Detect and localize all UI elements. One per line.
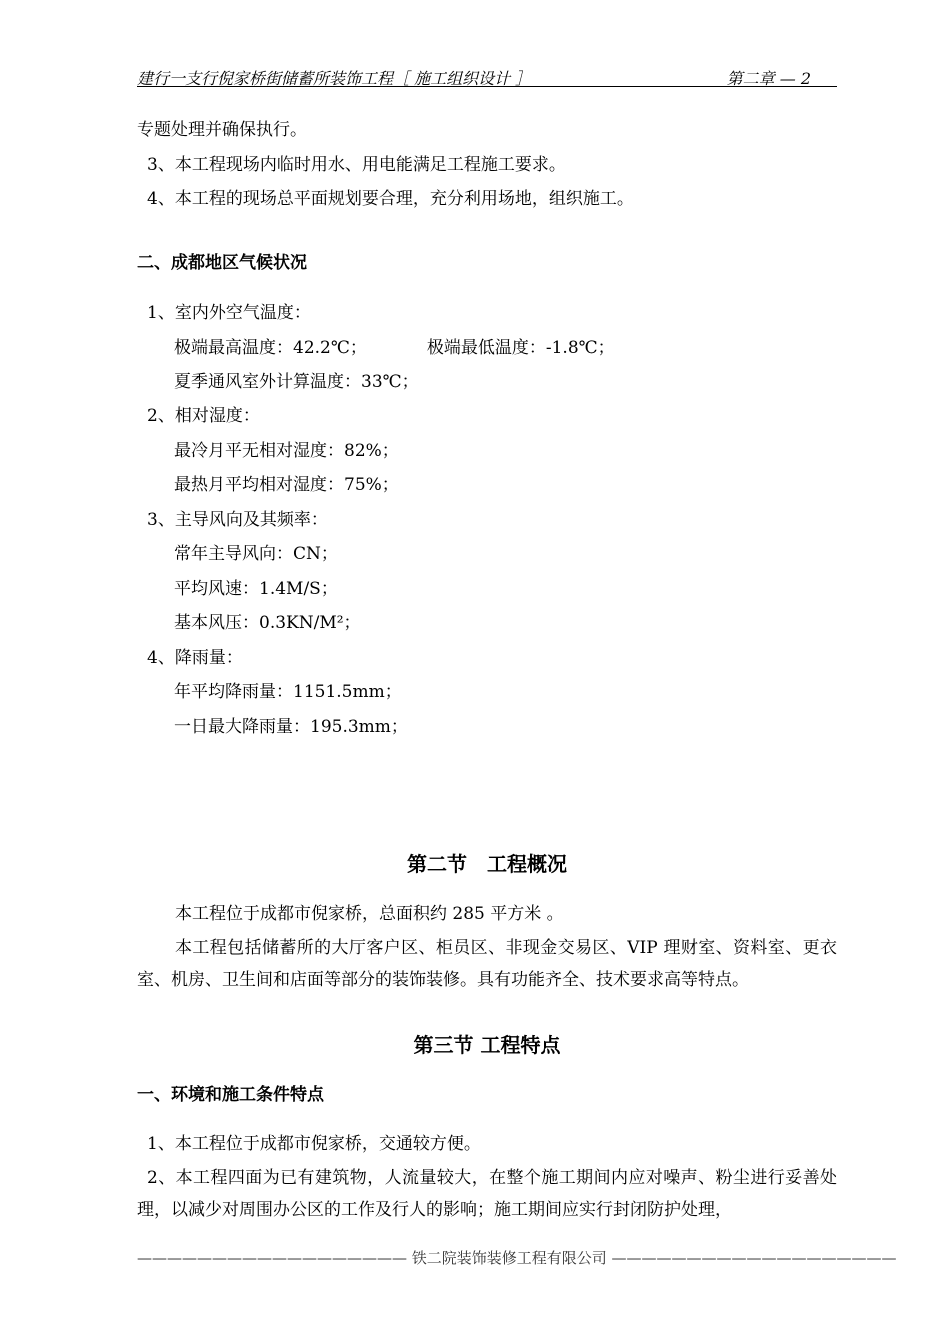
climate-heading: 二、成都地区气候状况 [137,253,307,273]
intro-item-3: 3、本工程现场内临时用水、用电能满足工程施工要求。 [147,155,566,175]
section-2-paragraph-1: 本工程位于成都市倪家桥，总面积约 285 平方米 。 [175,904,564,924]
intro-item-4: 4、本工程的现场总平面规划要合理，充分利用场地，组织施工。 [147,189,634,209]
page-header [137,66,837,87]
rain-daily-max: 一日最大降雨量：195.3mm； [174,717,408,737]
temp-max [174,337,615,359]
temp-min-text: 极端最低温度：-1.8℃； [426,338,615,358]
section-2-title: 第二节 工程概况 [407,852,567,876]
section-3-title: 第三节 工程特点 [413,1033,561,1057]
rain-title: 4、降雨量： [147,648,243,668]
page-footer: —————————————————— 铁二院装饰装修工程有限公司 ——————————————————— [137,1249,897,1267]
temp-summer: 夏季通风室外计算温度：33℃； [174,372,419,392]
temp-title: 1、室内外空气温度： [147,303,311,323]
humidity-cold: 最冷月平无相对湿度：82%； [174,441,399,461]
continuation-text: 专题处理并确保执行。 [137,120,307,140]
wind-pressure: 基本风压：0.3KN/M²； [174,613,361,633]
humidity-hot: 最热月平均相对湿度：75%； [174,475,399,495]
document-title: 建行一支行倪家桥街储蓄所装饰工程［ 施工组织设计 ］ [137,69,532,88]
wind-title: 3、主导风向及其频率： [147,510,328,530]
humidity-title: 2、相对湿度： [147,406,260,426]
rain-annual: 年平均降雨量：1151.5mm； [174,682,402,702]
wind-direction: 常年主导风向：CN； [174,544,338,564]
section-2-paragraph-2: 本工程包括储蓄所的大厅客户区、柜员区、非现金交易区、VIP 理财室、资料室、更衣室、机房、卫生间和店面等部分的装饰装修。具有功能齐全、技术要求高等特点。 [137,938,837,990]
section-3-item-2: 2、本工程四面为已有建筑物，人流量较大，在整个施工期间内应对噪声、粉尘进行妥善处理，以减少对周围办公区的工作及行人的影响；施工期间应实行封闭防护处理， [137,1168,837,1220]
section-3-heading: 一、环境和施工条件特点 [137,1085,324,1105]
chapter-label: 第二章 — 2 [726,69,811,88]
wind-speed: 平均风速：1.4M/S； [174,579,338,599]
temp-max-text: 极端最高温度：42.2℃； [174,338,367,358]
section-3-item-1: 1、本工程位于成都市倪家桥，交通较方便。 [147,1134,481,1154]
